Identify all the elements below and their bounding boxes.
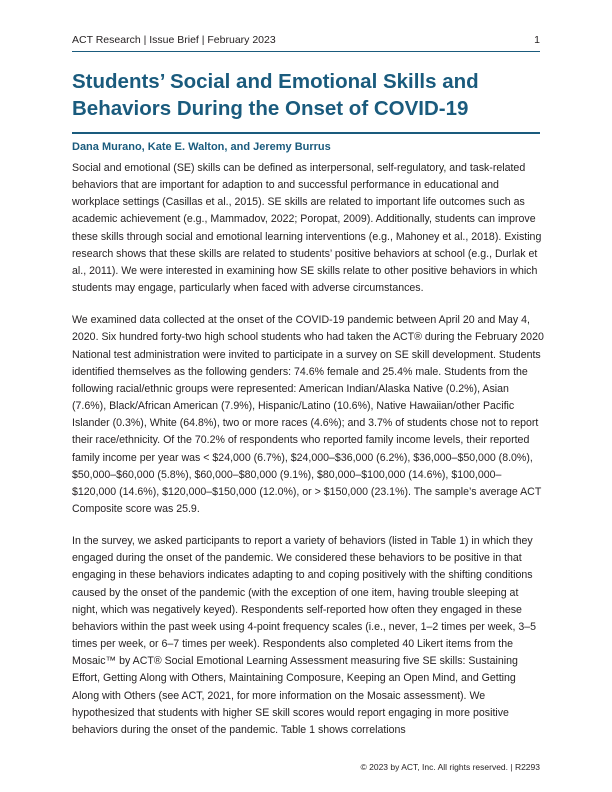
author-list: Dana Murano, Kate E. Walton, and Jeremy Burrus (72, 141, 331, 153)
page-header (72, 34, 540, 50)
title-divider (72, 132, 540, 134)
body-text (72, 160, 544, 754)
document-title: Students’ Social and Emotional Skills and Behaviors During the Onset of COVID-19 (72, 70, 479, 120)
paragraph-method: In the survey, we asked participants to report a variety of behaviors (listed in Table 1) in which they engaged during the onset of the pandemic. We considered these behaviors to be positive in that engaging in these behaviors indicates adapting to and coping positively with the shifting conditions caused by the onset of the pandemic (with the exception of one item, having trouble sleeping at night, which was negatively keyed). Respondents self-reported how often they engaged in these behaviors within the past week using 4-point frequency scales (i.e., never, 1–2 times per week, 3–5 times per week, or 6–7 times per week). Respondents also completed 40 Likert items from the Mosaic™ by ACT® Social Emotional Learning Assessment measuring five SE skills: Sustaining Effort, Getting Along with Others, Maintaining Composure, Keeping an Open Mind, and Getting Along with Others (see ACT, 2021, for more information on the Mosaic assessment). We hypothesized that students with higher SE skill scores would report engaging in more positive behaviors during the onset of the pandemic. Table 1 shows correlations (72, 535, 537, 736)
copyright-footer: © 2023 by ACT, Inc. All rights reserved. | R2293 (360, 762, 540, 772)
header-divider (72, 51, 540, 52)
paragraph-introduction: Social and emotional (SE) skills can be defined as interpersonal, self-regulatory, and task-related behaviors that are important for adaption to and successful performance in educational and workplace settings (Casillas et al., 2015). SE skills are related to important life outcomes such as academic achievement (e.g., Mammadov, 2022; Poropat, 2009). Additionally, students can improve these skills through social and emotional learning interventions (e.g., Mahoney et al., 2018). Existing research shows that these skills are related to students’ positive behaviors at school (e.g., Durlak et al., 2011). We were interested in examining how SE skills relate to other positive behaviors in which students may engage, particularly when faced with adverse circumstances. (72, 162, 542, 295)
paragraph-sample: We examined data collected at the onset of the COVID-19 pandemic between April 20 and May 4, 2020. Six hundred forty-two high school students who had taken the ACT® during the February 2020 National test administration were invited to participate in a survey on SE skill development. Students identified themselves as the following genders: 74.6% female and 25.4% male. Students from the following racial/ethnic groups were represented: American Indian/Alaska Native (0.2%), Asian (7.6%), Black/African American (7.9%), Hispanic/Latino (10.6%), Native Hawaiian/other Pacific Islander (0.3%), White (64.8%), two or more races (4.6%); and 3.7% of students chose not to report their race/ethnicity. Of the 70.2% of respondents who reported family income levels, their reported family income per year was < $24,000 (6.7%), $24,000–$36,000 (6.2%), $36,000–$50,000 (8.0%), $50,000–$60,000 (5.8%), $60,000–$80,000 (9.1%), $80,000–$100,000 (14.6%), $100,000–$120,000 (14.6%), $120,000–$150,000 (12.0%), or > $150,000 (23.1%). The sample’s average ACT Composite score was 25.9. (72, 314, 544, 515)
header-publication-info: ACT Research | Issue Brief | February 2023 (72, 34, 276, 46)
page-number: 1 (534, 34, 540, 46)
